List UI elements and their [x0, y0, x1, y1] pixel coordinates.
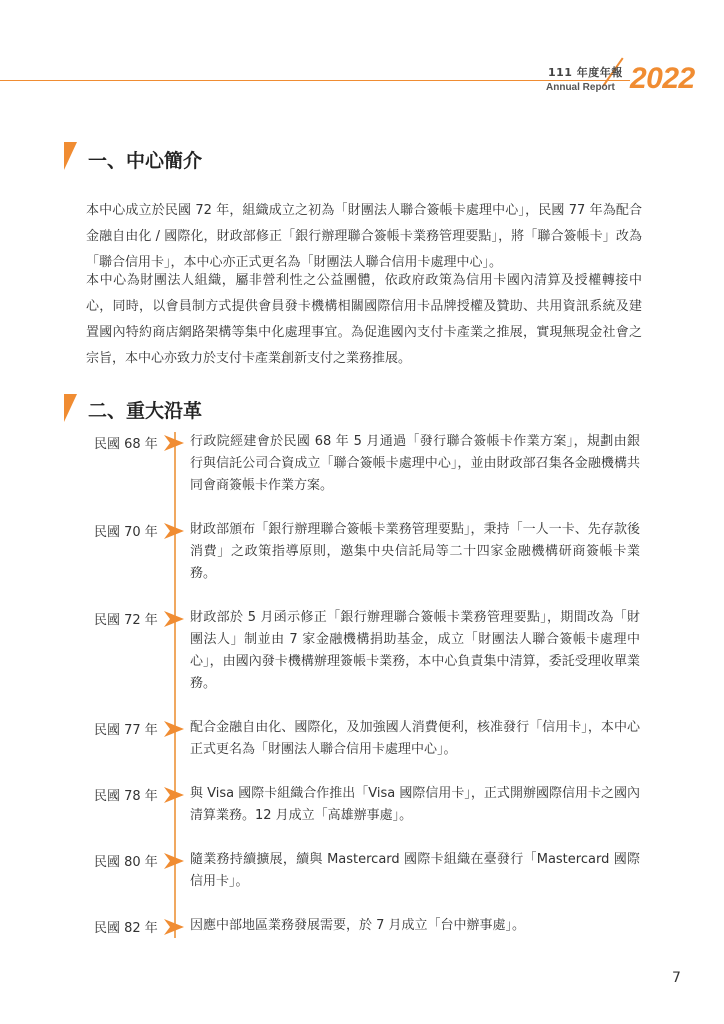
timeline-year: 民國 80 年 — [94, 855, 158, 870]
header-annual-report-label: Annual Report — [546, 82, 615, 93]
timeline-text: 配合金融自由化、國際化，及加強國人消費便利，核准發行「信用卡」，本中心正式更名為「財團法人聯合信用卡處理中心」。 — [190, 720, 640, 757]
timeline-year: 民國 82 年 — [94, 921, 158, 936]
timeline-text: 與 Visa 國際卡組織合作推出「Visa 國際信用卡」，正式開辦國際信用卡之國內清算業務。12 月成立「高雄辦事處」。 — [190, 786, 640, 823]
section-title-intro: 一、中心簡介 — [88, 150, 203, 172]
header-rule — [0, 80, 630, 81]
chevron-right-icon — [164, 721, 184, 737]
timeline-text: 因應中部地區業務發展需要，於 7 月成立「台中辦事處」。 — [190, 918, 526, 933]
timeline-text: 財政部頒布「銀行辦理聯合簽帳卡業務管理要點」，秉持「一人一卡、先存款後消費」之政策指導原則，邀集中央信託局等二十四家金融機構研商簽帳卡業務。 — [190, 522, 640, 581]
section-title-history: 二、重大沿革 — [88, 400, 203, 422]
chevron-right-icon — [164, 853, 184, 869]
page-number: 7 — [672, 970, 681, 986]
timeline-text: 行政院經建會於民國 68 年 5 月通過「發行聯合簽帳卡作業方案」，規劃由銀行與信託公司合資成立「聯合簽帳卡處理中心」，並由財政部召集各金融機構共同會商簽帳卡作業方案。 — [190, 434, 640, 493]
chevron-right-icon — [164, 787, 184, 803]
chevron-right-icon — [164, 611, 184, 627]
chevron-right-icon — [164, 435, 184, 451]
intro-paragraph-2: 本中心為財團法人組織，屬非營利性之公益團體，依政府政策為信用卡國內清算及授權轉接中心，同時，以會員制方式提供會員發卡機構相關國際信用卡品牌授權及贊助、共用資訊系統及建置國內特約商店網路架構等集中化處理事宜。為促進國內支付卡產業之推展，實現無現金社會之宗旨，本中心亦致力於支付卡產業創新支付之業務推展。 — [86, 273, 642, 366]
section-marker-icon — [64, 142, 77, 170]
timeline-year: 民國 78 年 — [94, 789, 158, 804]
timeline-year: 民國 68 年 — [94, 437, 158, 452]
timeline-year: 民國 70 年 — [94, 525, 158, 540]
chevron-right-icon — [164, 523, 184, 539]
timeline-year: 民國 72 年 — [94, 613, 158, 628]
timeline-year: 民國 77 年 — [94, 723, 158, 738]
intro-paragraph-1: 本中心成立於民國 72 年，組織成立之初為「財團法人聯合簽帳卡處理中心」，民國 77 年為配合金融自由化 / 國際化，財政部修正「銀行辦理聯合簽帳卡業務管理要點」，將「聯合簽帳卡」改為「聯合信用卡」，本中心亦正式更名為「財團法人聯合信用卡處理中心」。 — [86, 203, 642, 270]
header-year-number: 2022 — [630, 62, 695, 95]
timeline-text: 隨業務持續擴展，續與 Mastercard 國際卡組織在臺發行「Mastercard 國際信用卡」。 — [190, 852, 640, 889]
timeline-text: 財政部於 5 月函示修正「銀行辦理聯合簽帳卡業務管理要點」，期間改為「財團法人」制並由 7 家金融機構捐助基金，成立「財團法人聯合簽帳卡處理中心」，由國內發卡機構辦理簽帳卡業務，本中心負責集中清算，委託受理收單業務。 — [190, 610, 640, 691]
chevron-right-icon — [164, 919, 184, 935]
header-report-year: 111 年度年報 — [548, 66, 623, 79]
section-marker-icon — [64, 394, 77, 422]
